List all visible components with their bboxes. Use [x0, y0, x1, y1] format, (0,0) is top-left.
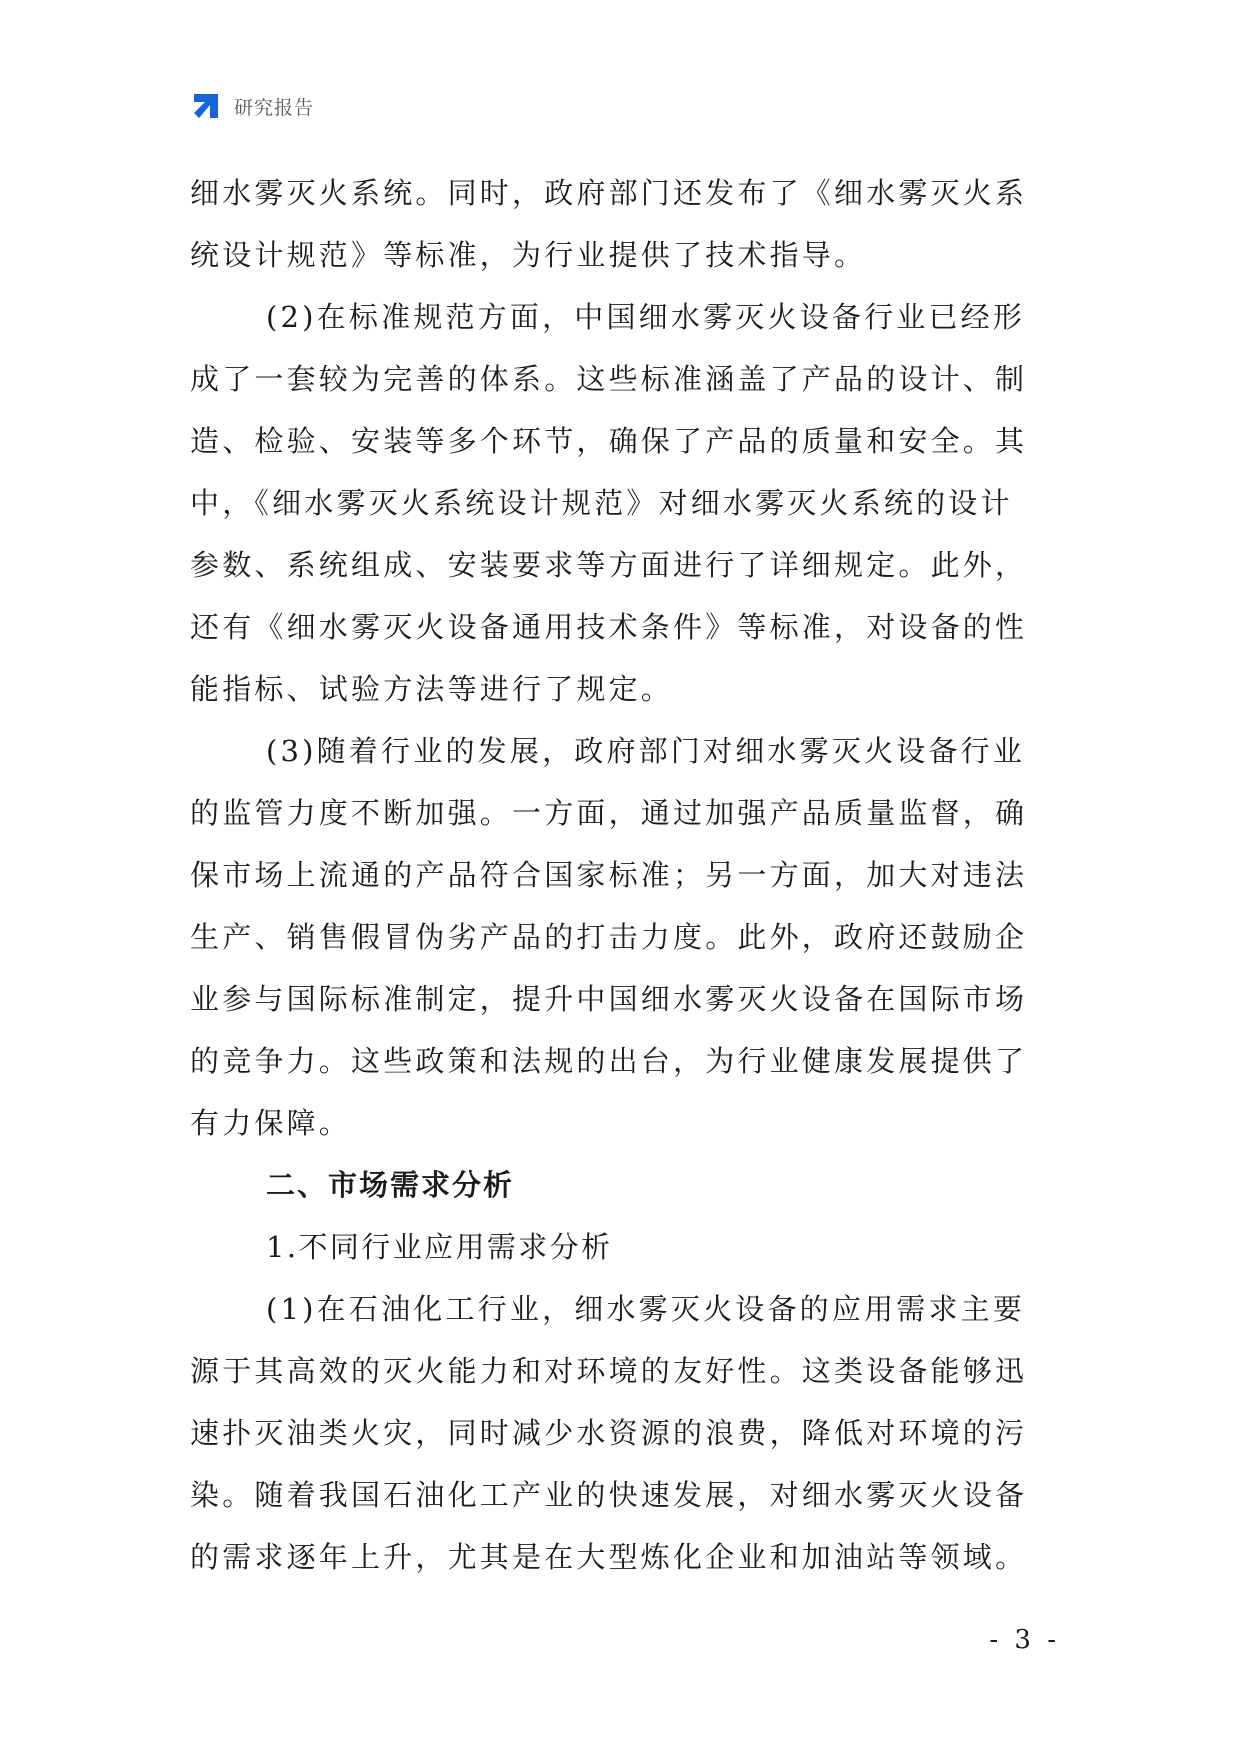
- body-line: 的需求逐年上升，尤其是在大型炼化企业和加油站等领域。: [190, 1540, 1028, 1574]
- body-line: 速扑灭油类火灾，同时减少水资源的浪费，降低对环境的污: [190, 1416, 1028, 1450]
- body-line: 成了一套较为完善的体系。这些标准涵盖了产品的设计、制: [190, 362, 1028, 396]
- subsection-heading: 1.不同行业应用需求分析: [266, 1230, 613, 1264]
- header-title: 研究报告: [234, 96, 315, 119]
- body-line: 保市场上流通的产品符合国家标准；另一方面，加大对违法: [190, 858, 1028, 892]
- paragraph-start-line: (3)随着行业的发展，政府部门对细水雾灭火设备行业: [266, 734, 1026, 768]
- body-line: 源于其高效的灭火能力和对环境的友好性。这类设备能够迅: [190, 1354, 1028, 1388]
- body-line: 的监管力度不断加强。一方面，通过加强产品质量监督，确: [190, 796, 1028, 830]
- body-line: 细水雾灭火系统。同时，政府部门还发布了《细水雾灭火系: [190, 176, 1028, 210]
- logo-arrow-icon: [190, 90, 222, 122]
- body-line: 参数、系统组成、安装要求等方面进行了详细规定。此外，: [190, 548, 1028, 582]
- body-line: 的竞争力。这些政策和法规的出台，为行业健康发展提供了: [190, 1044, 1028, 1078]
- body-line: 统设计规范》等标准，为行业提供了技术指导。: [190, 238, 867, 272]
- document-body: [190, 162, 1060, 1588]
- paragraph-start-line: (1)在石油化工行业，细水雾灭火设备的应用需求主要: [266, 1292, 1026, 1326]
- body-line: 能指标、试验方法等进行了规定。: [190, 672, 674, 706]
- body-line: 生产、销售假冒伪劣产品的打击力度。此外，政府还鼓励企: [190, 920, 1028, 954]
- page-number: - 3 -: [989, 1625, 1060, 1655]
- paragraph-start-line: (2)在标准规范方面，中国细水雾灭火设备行业已经形: [266, 300, 1026, 334]
- body-line: 有力保障。: [190, 1106, 352, 1140]
- page-header: [190, 88, 314, 124]
- body-line: 染。随着我国石油化工产业的快速发展，对细水雾灭火设备: [190, 1478, 1028, 1512]
- body-line: 业参与国际标准制定，提升中国细水雾灭火设备在国际市场: [190, 982, 1028, 1016]
- body-line: 中，《细水雾灭火系统设计规范》对细水雾灭火系统的设计: [190, 486, 1013, 520]
- body-line: 造、检验、安装等多个环节，确保了产品的质量和安全。其: [190, 424, 1028, 458]
- section-heading: 二、市场需求分析: [266, 1168, 515, 1202]
- body-line: 还有《细水雾灭火设备通用技术条件》等标准，对设备的性: [190, 610, 1028, 644]
